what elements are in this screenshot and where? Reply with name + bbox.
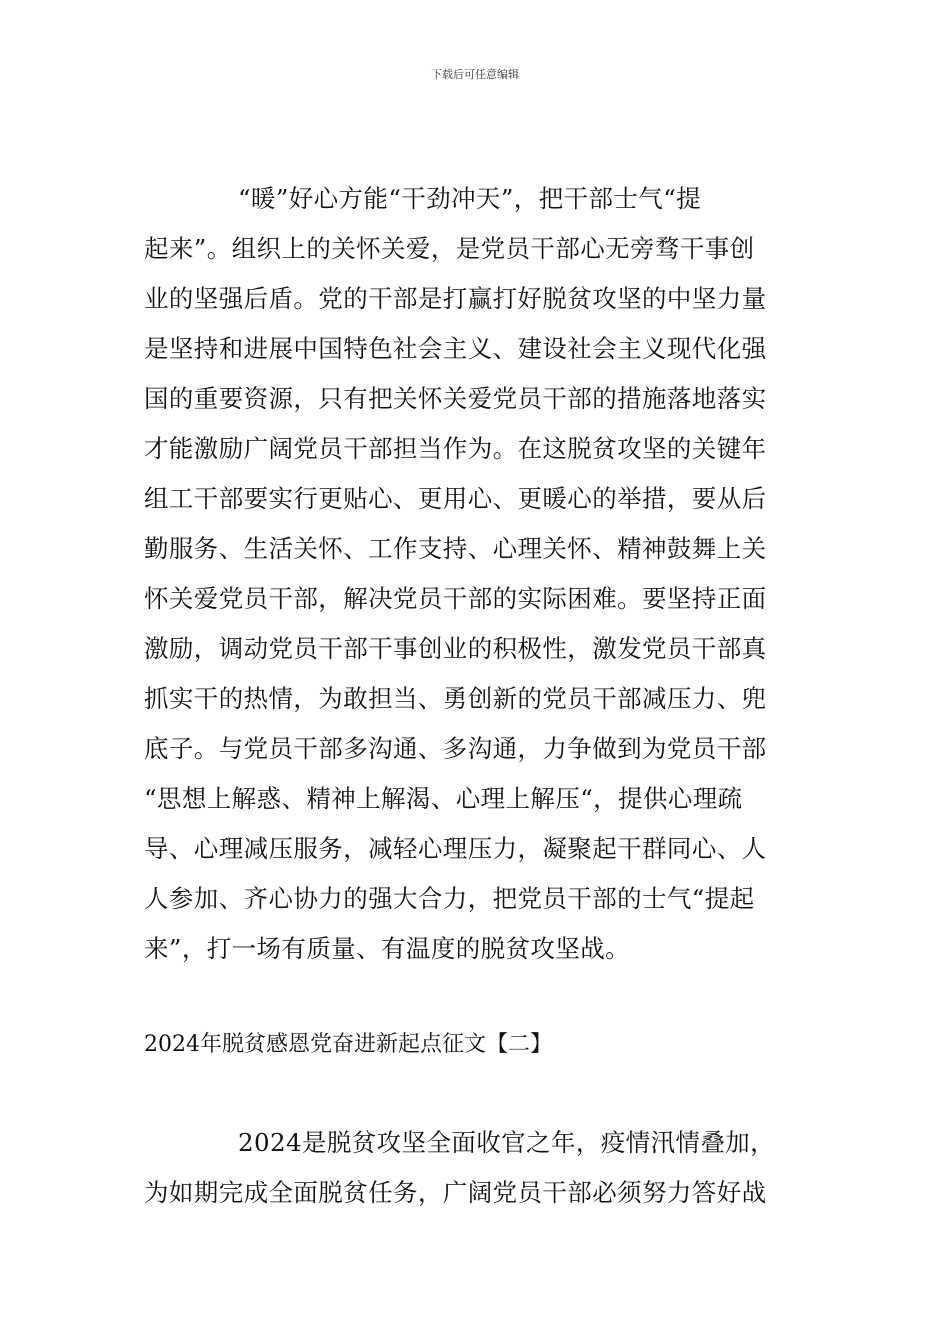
- paragraph-line: 国的重要资源，只有把关怀关爱党员干部的措施落地落实: [144, 384, 767, 413]
- paragraph-line: 抓实干的热情，为敢担当、勇创新的党员干部减压力、兜: [144, 684, 767, 713]
- paragraph-line: “暖”好心方能“干劲冲天”，把干部士气“提: [238, 184, 702, 213]
- paragraph-line: 导、心理减压服务，减轻心理压力，凝聚起干群同心、人: [144, 834, 767, 863]
- paragraph-2: [144, 1118, 806, 1218]
- paragraph-line: 人参加、齐心协力的强大合力，把党员干部的士气“提起: [144, 884, 755, 913]
- paragraph-line: 底子。与党员干部多沟通、多沟通，力争做到为党员干部: [144, 734, 767, 763]
- section-heading: 2024年脱贫感恩党奋进新起点征文【二】: [144, 1032, 552, 1057]
- paragraph-line: 勤服务、生活关怀、工作支持、心理关怀、精神鼓舞上关: [144, 534, 767, 563]
- paragraph-line: “思想上解惑、精神上解渴、心理上解压“，提供心理疏: [144, 784, 743, 813]
- paragraph-line: 2024是脱贫攻坚全面收官之年，疫情汛情叠加，: [238, 1128, 776, 1157]
- paragraph-line: 才能激励广阔党员干部担当作为。在这脱贫攻坚的关键年: [144, 434, 767, 463]
- paragraph-1: [144, 174, 806, 974]
- paragraph-line: 是坚持和进展中国特色社会主义、建设社会主义现代化强: [144, 334, 767, 363]
- paragraph-line: 激励，调动党员干部干事创业的积极性，激发党员干部真: [144, 634, 767, 663]
- paragraph-line: 起来”。组织上的关怀关爱，是党员干部心无旁骛干事创: [144, 234, 755, 263]
- header-note: 下载后可任意编辑: [431, 68, 519, 81]
- paragraph-line: 怀关爱党员干部，解决党员干部的实际困难。要坚持正面: [144, 584, 767, 613]
- paragraph-line: 来”，打一场有质量、有温度的脱贫攻坚战。: [144, 934, 631, 963]
- paragraph-line: 业的坚强后盾。党的干部是打赢打好脱贫攻坚的中坚力量: [144, 284, 767, 313]
- paragraph-line: 组工干部要实行更贴心、更用心、更暖心的举措，要从后: [144, 484, 767, 513]
- paragraph-line: 为如期完成全面脱贫任务，广阔党员干部必须努力答好战: [144, 1178, 767, 1207]
